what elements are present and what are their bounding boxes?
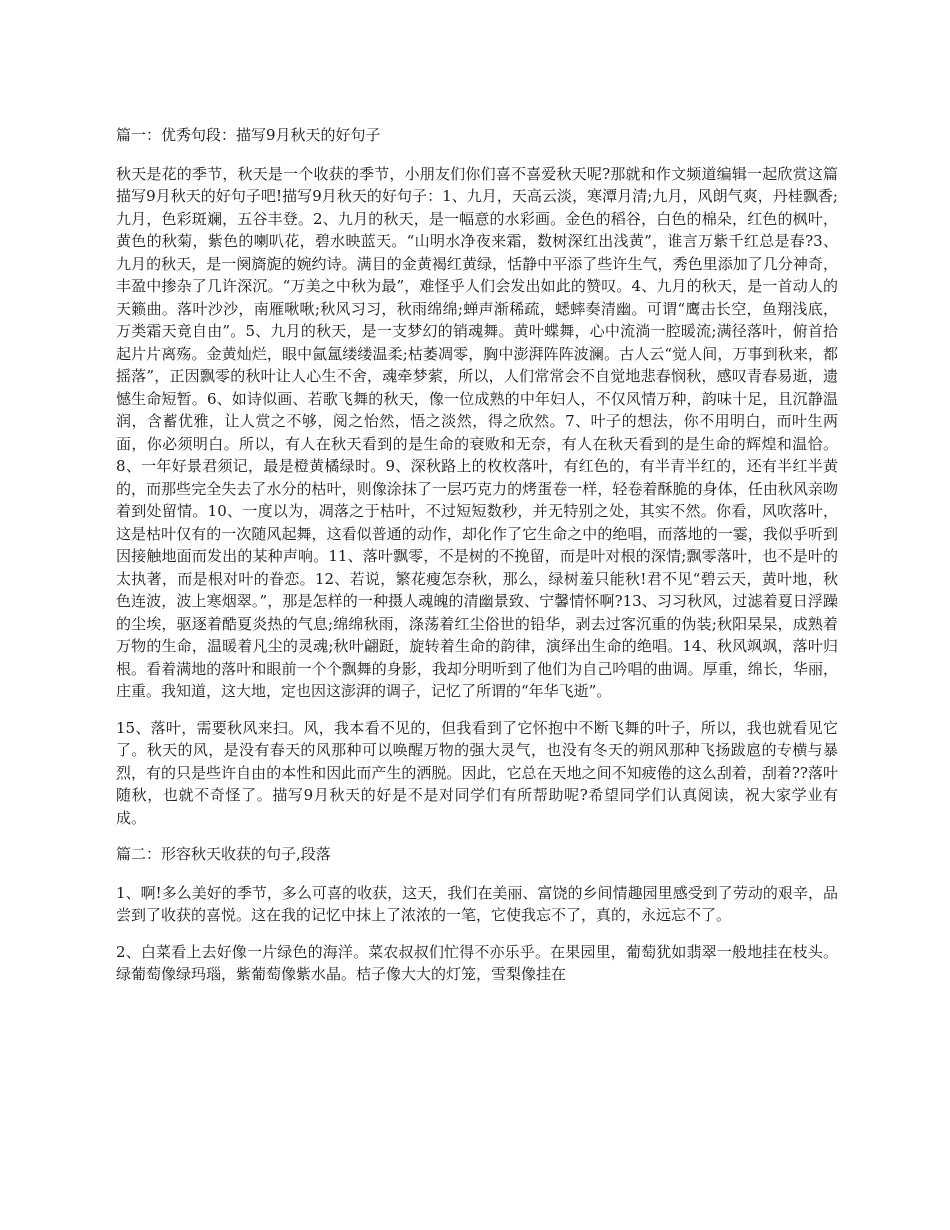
section-2-heading: 篇二：形容秋天收获的句子,段落 bbox=[116, 845, 331, 863]
section-1-heading: 篇一：优秀句段：描写9月秋天的好句子 bbox=[116, 126, 381, 144]
section-2-paragraph-2: 2、白菜看上去好像一片绿色的海洋。菜农叔叔们忙得不亦乐乎。在果园里，葡萄犹如翡翠一般地挂在枝头。绿葡萄像绿玛瑙，紫葡萄像紫水晶。桔子像大大的灯笼，雪梨像挂在 bbox=[116, 942, 838, 983]
section-1-paragraph-1: 秋天是花的季节，秋天是一个收获的季节，小朋友们你们喜不喜爱秋天呢?那就和作文频道编辑一起欣赏这篇描写9月秋天的好句子吧!描写9月秋天的好句子：1、九月，天高云淡，寒潭月清;九月，风朗气爽，丹桂飘香;九月，色彩斑斓，五谷丰登。2、九月的秋天，是一幅意的水彩画。金色的稻谷，白色的棉朵，红色的枫叶，黄色的秋菊，紫色的喇叭花，碧水映蓝天。“山明水净夜来霜，数树深红出浅黄”，谁言万紫千红总是春?3、九月的秋天，是一阕旖旎的婉约诗。满目的金黄褐红黄绿，恬静中平添了些许生气，秀色里添加了几分神奇，丰盈中掺杂了几许深沉。“万美之中秋为最”，难怪乎人们会发出如此的赞叹。4、九月的秋天，是一首动人的天籁曲。落叶沙沙，南雁啾啾;秋风习习，秋雨绵绵;蝉声渐稀疏，蟋蟀奏清幽。可谓“鹰击长空，鱼翔浅底，万类霜天竟自由”。5、九月的秋天，是一支梦幻的销魂舞。黄叶蝶舞，心中流淌一腔暖流;满径落叶，俯首拾起片片离殇。金黄灿烂，眼中氤氲缕缕温柔;枯萎凋零，胸中澎湃阵阵波澜。古人云“觉人间，万事到秋来，都摇落”，正因飘零的秋叶让人心生不舍，魂牵梦萦，所以，人们常常会不自觉地悲春悯秋，感叹青春易逝，遗憾生命短暂。6、如诗似画、若歌飞舞的秋天，像一位成熟的中年妇人，不仅风情万种，韵味十足，且沉静温润，含蓄优雅，让人赏之不够，阅之怡然，悟之淡然，得之欣然。7、叶子的想法，你不用明白，而叶生两面，你必须明白。所以，有人在秋天看到的是生命的衰败和无奈，有人在秋天看到的是生命的辉煌和温恰。8、一年好景君须记，最是橙黄橘绿时。9、深秋路上的枚枚落叶，有红色的，有半青半红的，还有半红半黄的，而那些完全失去了水分的枯叶，则像涂抹了一层巧克力的烤蛋卷一样，轻卷着酥脆的身体，任由秋风亲吻着到处留情。10、一度以为，凋落之于枯叶，不过短短数秒，并无特别之处，其实不然。你看，风吹落叶，这是枯叶仅有的一次随风起舞，这看似普通的动作，却化作了它生命之中的绝唱，而落地的一霎，我似乎听到因接触地面而发出的某种声响。11、落叶飘零，不是树的不挽留，而是叶对根的深情;飘零落叶，也不是叶的太执著，而是根对叶的眷恋。12、若说，繁花瘦怎奈秋，那么，绿树羞只能秋!君不见“碧云天，黄叶地，秋色连波，波上寒烟翠。”，那是怎样的一种摄人魂魄的清幽景致、宁馨情怀啊?13、习习秋风，过滤着夏日浮躁的尘埃，驱逐着酷夏炎热的气息;绵绵秋雨，涤荡着红尘俗世的铅华，剥去过客沉重的伪装;秋阳杲杲，成熟着万物的生命，温暖着凡尘的灵魂;秋叶翩跹，旋转着生命的韵律，演绎出生命的绝唱。14、秋风飒飒，落叶归根。看着满地的落叶和眼前一个个飘舞的身影，我却分明听到了他们为自己吟唱的曲调。厚重，绵长，华丽，庄重。我知道，这大地，定也因这澎湃的调子，记忆了所谓的“年华飞逝”。 bbox=[116, 164, 838, 700]
document-page bbox=[116, 124, 838, 1000]
section-1-paragraph-2: 15、落叶，需要秋风来扫。风，我本看不见的，但我看到了它怀抱中不断飞舞的叶子，所以，我也就看见它了。秋天的风，是没有春天的风那种可以唤醒万物的强大灵气，也没有冬天的朔风那种飞扬跋扈的专横与暴烈，有的只是些许自由的本性和因此而产生的洒脱。因此，它总在天地之间不知疲倦的这么刮着，刮着??落叶随秋，也就不奇怪了。描写9月秋天的好是不是对同学们有所帮助呢?希望同学们认真阅读，祝大家学业有成。 bbox=[116, 718, 838, 827]
section-2-paragraph-1: 1、啊!多么美好的季节，多么可喜的收获，这天，我们在美丽、富饶的乡间情趣园里感受到了劳动的艰辛，品尝到了收获的喜悦。这在我的记忆中抹上了浓浓的一笔，它使我忘不了，真的，永远忘不了。 bbox=[116, 883, 838, 924]
